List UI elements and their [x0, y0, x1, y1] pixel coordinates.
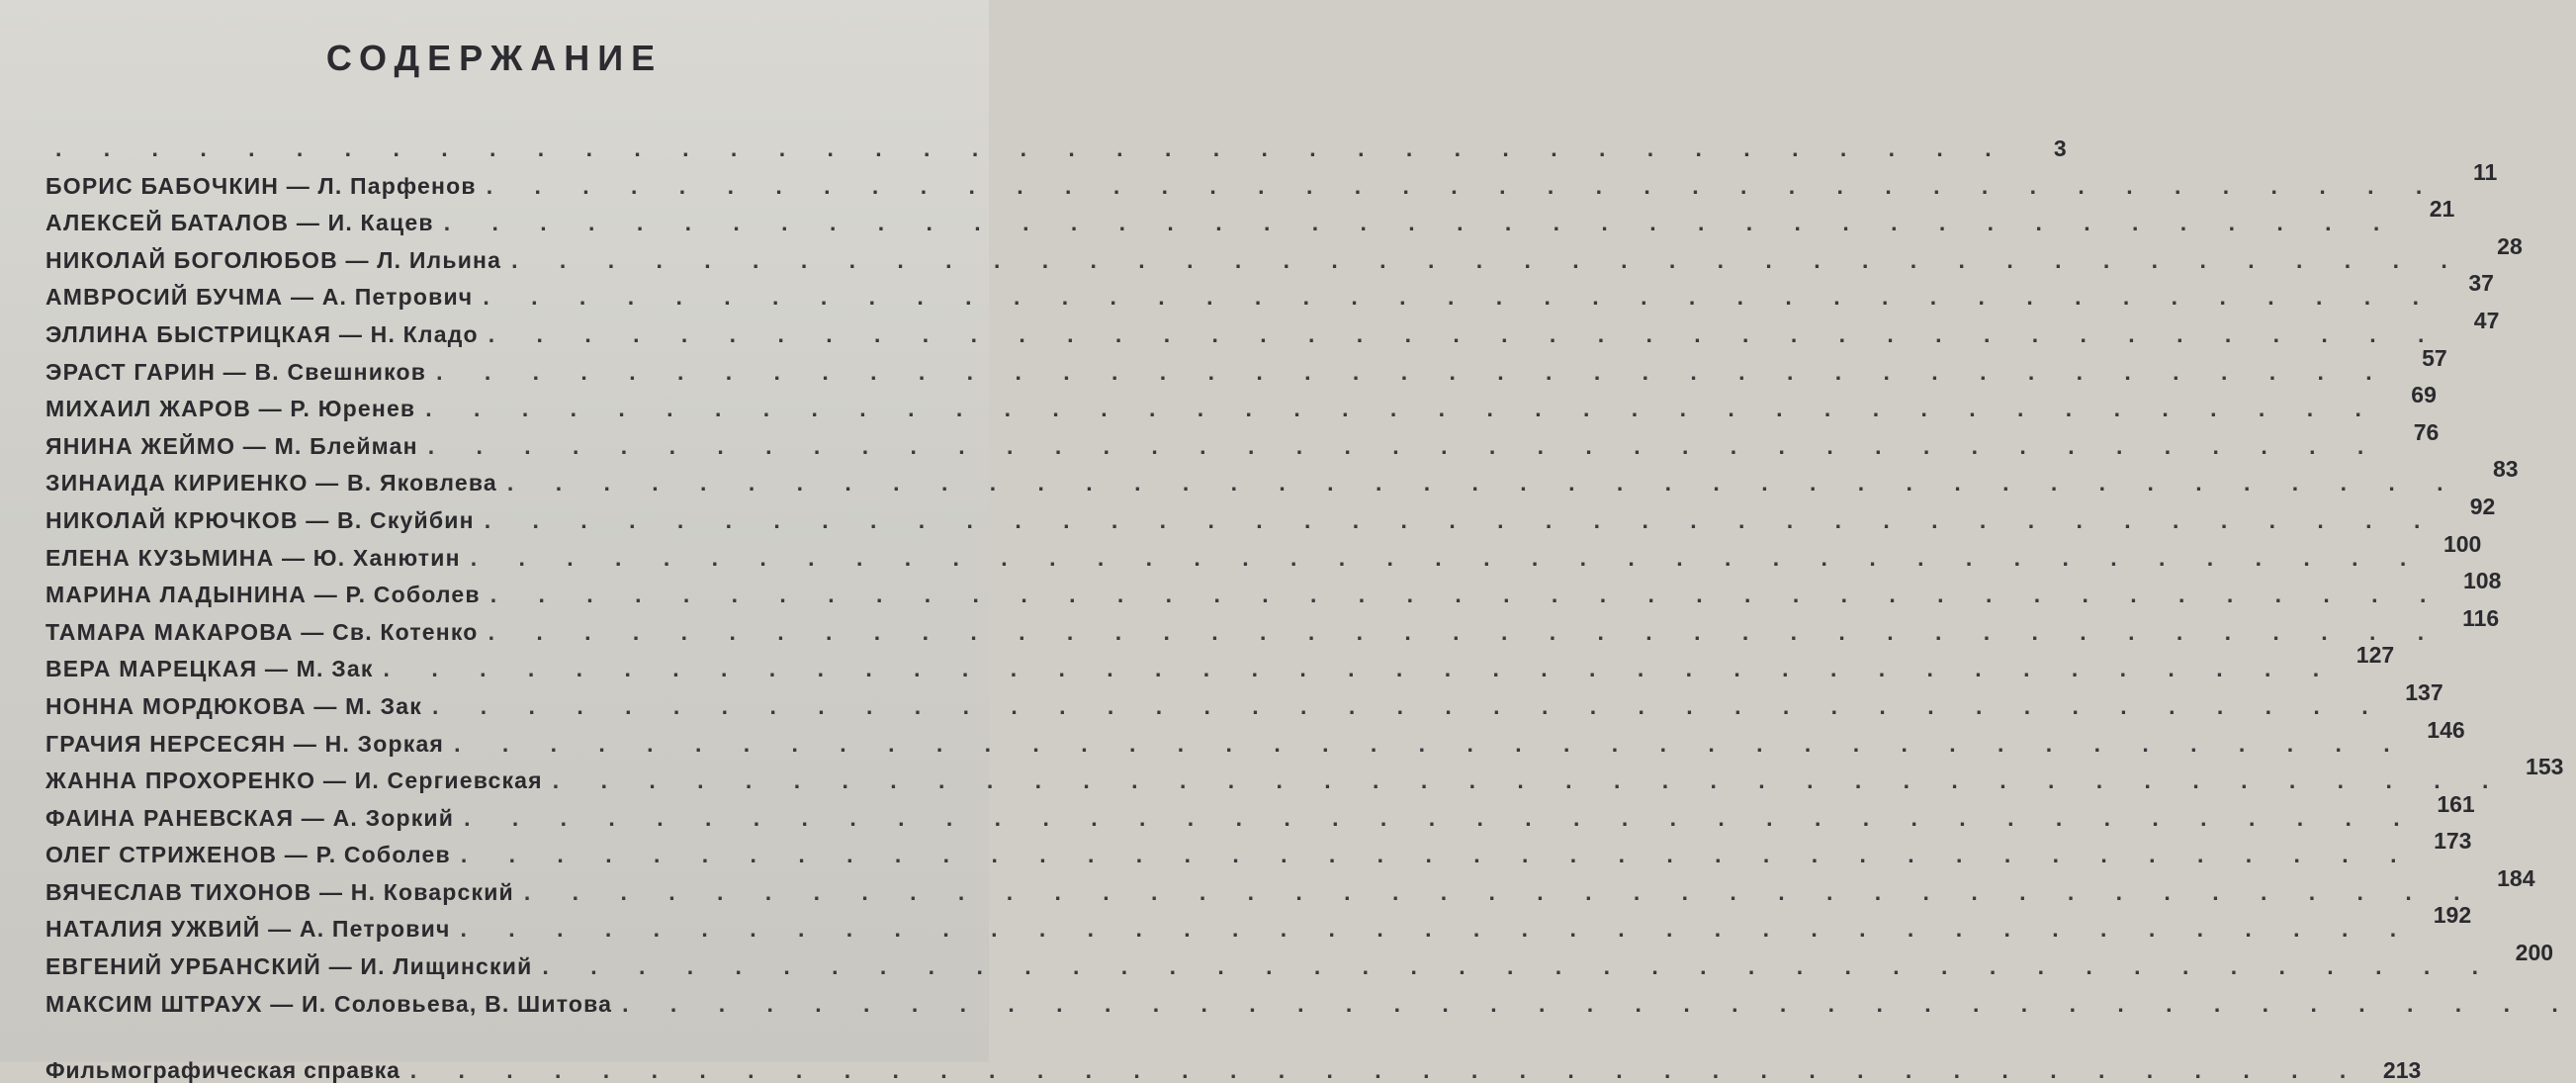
- toc-entry: НОННА МОРДЮКОВА — М. Зак: [45, 692, 422, 719]
- toc-entry: НАТАЛИЯ УЖВИЙ — А. Петрович: [45, 916, 451, 943]
- toc-page-number: 153: [2526, 754, 2564, 780]
- toc-entry: МИХАИЛ ЖАРОВ — Р. Юренев: [45, 396, 416, 422]
- dot-leader: . . . . . . . . . . . . . . . . . . . . . . . . . . . . . . . . . . . . . . . . .: [464, 804, 2418, 831]
- dot-leader: . . . . . . . . . . . . . . . . . . . . . . . . . . . . . . . . . . . . . . . . .: [484, 506, 2439, 533]
- toc-entry: ТАМАРА МАКАРОВА — Св. Котенко: [45, 618, 479, 645]
- dot-leader: . . . . . . . . . . . . . . . . . . . . . . . . . . . . . . . . . . . . . . . . .: [489, 582, 2444, 608]
- toc-row: [45, 716, 2465, 757]
- toc-row: [45, 902, 2472, 943]
- toc-row: [45, 456, 2519, 496]
- toc-page-number: 116: [2462, 604, 2500, 631]
- dot-leader: . . . . . . . . . . . . . . . . . . . . . . . . . . . . . . . . . . . . . . . . .: [427, 432, 2382, 459]
- toc-entry: ЭЛЛИНА БЫСТРИЦКАЯ — Н. Кладо: [45, 320, 479, 347]
- dot-leader: . . . . . . . . . . . . . . . . . . . . . . . . . . . . . . . . . . . . . . . . .: [622, 990, 2576, 1017]
- toc-entry: ЖАННА ПРОХОРЕНКО — И. Сергиевская: [45, 767, 543, 794]
- toc-page-number: 184: [2497, 864, 2535, 891]
- toc-entry: Фильмографическая справка: [45, 1057, 400, 1083]
- toc-entry: ГРАЧИЯ НЕРСЕСЯН — Н. Зоркая: [45, 730, 445, 757]
- toc-page-number: 127: [2355, 642, 2395, 669]
- toc-page-number: 92: [2469, 493, 2496, 519]
- toc-page-number: 161: [2437, 790, 2475, 817]
- dot-leader: . . . . . . . . . . . . . . . . . . . . . . . . . . . . . . . . . . . . . . . . .: [460, 916, 2415, 943]
- toc-page-number: 28: [2497, 232, 2523, 259]
- dot-leader: . . . . . . . . . . . . . . . . . . . . . . . . . . . . . . . . . . . . . . . . .: [436, 358, 2390, 385]
- toc-entry: ЕЛЕНА КУЗЬМИНА — Ю. Ханютин: [45, 544, 461, 571]
- page-title: СОДЕРЖАНИЕ: [325, 38, 664, 78]
- toc-page-number: 100: [2443, 530, 2482, 557]
- toc-page-number: 76: [2413, 418, 2440, 445]
- toc-row: [45, 196, 2455, 236]
- toc-entry: ОЛЕГ СТРИЖЕНОВ — Р. Соболев: [45, 842, 451, 868]
- toc-row: [45, 940, 2554, 980]
- toc-page-number: 213: [2382, 1057, 2422, 1083]
- toc-row: [45, 978, 2576, 1017]
- toc-page-number: 173: [2434, 828, 2472, 855]
- toc-row: [45, 158, 2498, 199]
- dot-leader: . . . . . . . . . . . . . . . . . . . . . . . . . . . . . . . . . . . . . . . . .: [488, 320, 2443, 347]
- toc-row: [45, 307, 2500, 347]
- toc-entry: БОРИС БАБОЧКИН — Л. Парфенов: [45, 172, 477, 199]
- toc-page-number: 200: [2515, 940, 2554, 966]
- toc-row: [45, 232, 2523, 273]
- dot-leader: . . . . . . . . . . . . . . . . . . . . . . . . . . . . . . . . . . . . . . . . .: [432, 692, 2386, 719]
- toc-row: [45, 344, 2447, 385]
- toc-row: [45, 493, 2496, 533]
- dot-leader: . . . . . . . . . . . . . . . . . . . . . . . . . . . . . . . . . . . . . . . . .: [409, 1057, 2364, 1083]
- toc-entry: МАРИНА ЛАДЫНИНА — Р. Соболев: [45, 582, 481, 608]
- toc-entry: ЕВГЕНИЙ УРБАНСКИЙ — И. Лищинский: [45, 953, 533, 980]
- toc-row: [45, 864, 2535, 905]
- dot-leader: . . . . . . . . . . . . . . . . . . . . . . . . . . . . . . . . . . . . . . . . .: [511, 246, 2465, 273]
- toc-page-number: 47: [2473, 307, 2500, 333]
- toc-page-number: 69: [2411, 382, 2437, 408]
- toc-page-number: 57: [2422, 344, 2447, 371]
- toc-entry: МАКСИМ ШТРАУХ — И. Соловьева, В. Шитова: [45, 990, 613, 1017]
- dot-leader: . . . . . . . . . . . . . . . . . . . . . . . . . . . . . . . . . . . . . . . . .: [488, 618, 2443, 645]
- toc-page-number: 11: [2472, 158, 2498, 185]
- toc-page-number: 146: [2427, 716, 2465, 743]
- toc-entry: ВЕРА МАРЕЦКАЯ — М. Зак: [45, 656, 374, 682]
- toc-row: [45, 754, 2564, 794]
- table-of-contents: [45, 131, 2576, 1083]
- toc-page-number: 83: [2492, 456, 2519, 483]
- toc-row: [45, 131, 2067, 161]
- toc-page-number: 37: [2468, 270, 2494, 297]
- toc-entry: АМВРОСИЙ БУЧМА — А. Петрович: [45, 284, 474, 311]
- toc-entry: АЛЕКСЕЙ БАТАЛОВ — И. Кацев: [45, 210, 434, 236]
- toc-spacer: [45, 1016, 961, 1045]
- toc-row-filmography: [45, 1045, 2422, 1083]
- toc-row: [45, 382, 2437, 422]
- toc-row: [45, 568, 2502, 608]
- toc-row: [45, 604, 2500, 645]
- dot-leader: . . . . . . . . . . . . . . . . . . . . . . . . . . . . . . . . . . . . . . . . .: [506, 470, 2461, 496]
- toc-entry: ЯНИНА ЖЕЙМО — М. Блейман: [45, 432, 418, 459]
- toc-row: [45, 530, 2482, 571]
- toc-page-number: 192: [2433, 902, 2472, 929]
- dot-leader: . . . . . . . . . . . . . . . . . . . . . . . . . . . . . . . . . . . . . . . . .: [552, 767, 2507, 794]
- dot-leader: . . . . . . . . . . . . . . . . . . . . . . . . . . . . . . . . . . . . . . . . .: [542, 953, 2497, 980]
- toc-entry: ЗИНАИДА КИРИЕНКО — В. Яковлева: [45, 470, 497, 496]
- dot-leader: . . . . . . . . . . . . . . . . . . . . . . . . . . . . . . . . . . . . . . . . .: [523, 878, 2478, 905]
- toc-entry: ЭРАСТ ГАРИН — В. Свешников: [45, 358, 427, 385]
- dot-leader: . . . . . . . . . . . . . . . . . . . . . . . . . . . . . . . . . . . . . . . . .: [55, 135, 2009, 161]
- toc-row: [45, 790, 2475, 831]
- toc-page-number: 108: [2462, 568, 2502, 594]
- dot-leader: . . . . . . . . . . . . . . . . . . . . . . . . . . . . . . . . . . . . . . . . .: [454, 730, 2408, 757]
- toc-entry: ВЯЧЕСЛАВ ТИХОНОВ — Н. Коварский: [45, 878, 514, 905]
- dot-leader: . . . . . . . . . . . . . . . . . . . . . . . . . . . . . . . . . . . . . . . . .: [486, 172, 2441, 199]
- dot-leader: . . . . . . . . . . . . . . . . . . . . . . . . . . . . . . . . . . . . . . . . .: [483, 284, 2437, 311]
- toc-row: [45, 418, 2440, 459]
- toc-page-number: 21: [2429, 196, 2455, 223]
- toc-entry: НИКОЛАЙ БОГОЛЮБОВ — Л. Ильина: [45, 246, 502, 273]
- toc-row: [45, 642, 2395, 682]
- dot-leader: . . . . . . . . . . . . . . . . . . . . . . . . . . . . . . . . . . . . . . . . .: [383, 656, 2338, 682]
- dot-leader: . . . . . . . . . . . . . . . . . . . . . . . . . . . . . . . . . . . . . . . . .: [425, 396, 2379, 422]
- dot-leader: . . . . . . . . . . . . . . . . . . . . . . . . . . . . . . . . . . . . . . . . .: [443, 210, 2398, 236]
- toc-row: [45, 678, 2443, 719]
- toc-entry: НИКОЛАЙ КРЮЧКОВ — В. Скуйбин: [45, 506, 475, 533]
- dot-leader: . . . . . . . . . . . . . . . . . . . . . . . . . . . . . . . . . . . . . . . . .: [470, 544, 2425, 571]
- toc-page-number: 137: [2405, 678, 2443, 705]
- toc-row: [45, 270, 2494, 311]
- toc-entry: ФАИНА РАНЕВСКАЯ — А. Зоркий: [45, 804, 455, 831]
- toc-page-number: 3: [2053, 135, 2067, 161]
- toc-row: [45, 828, 2472, 868]
- dot-leader: . . . . . . . . . . . . . . . . . . . . . . . . . . . . . . . . . . . . . . . . .: [460, 842, 2415, 868]
